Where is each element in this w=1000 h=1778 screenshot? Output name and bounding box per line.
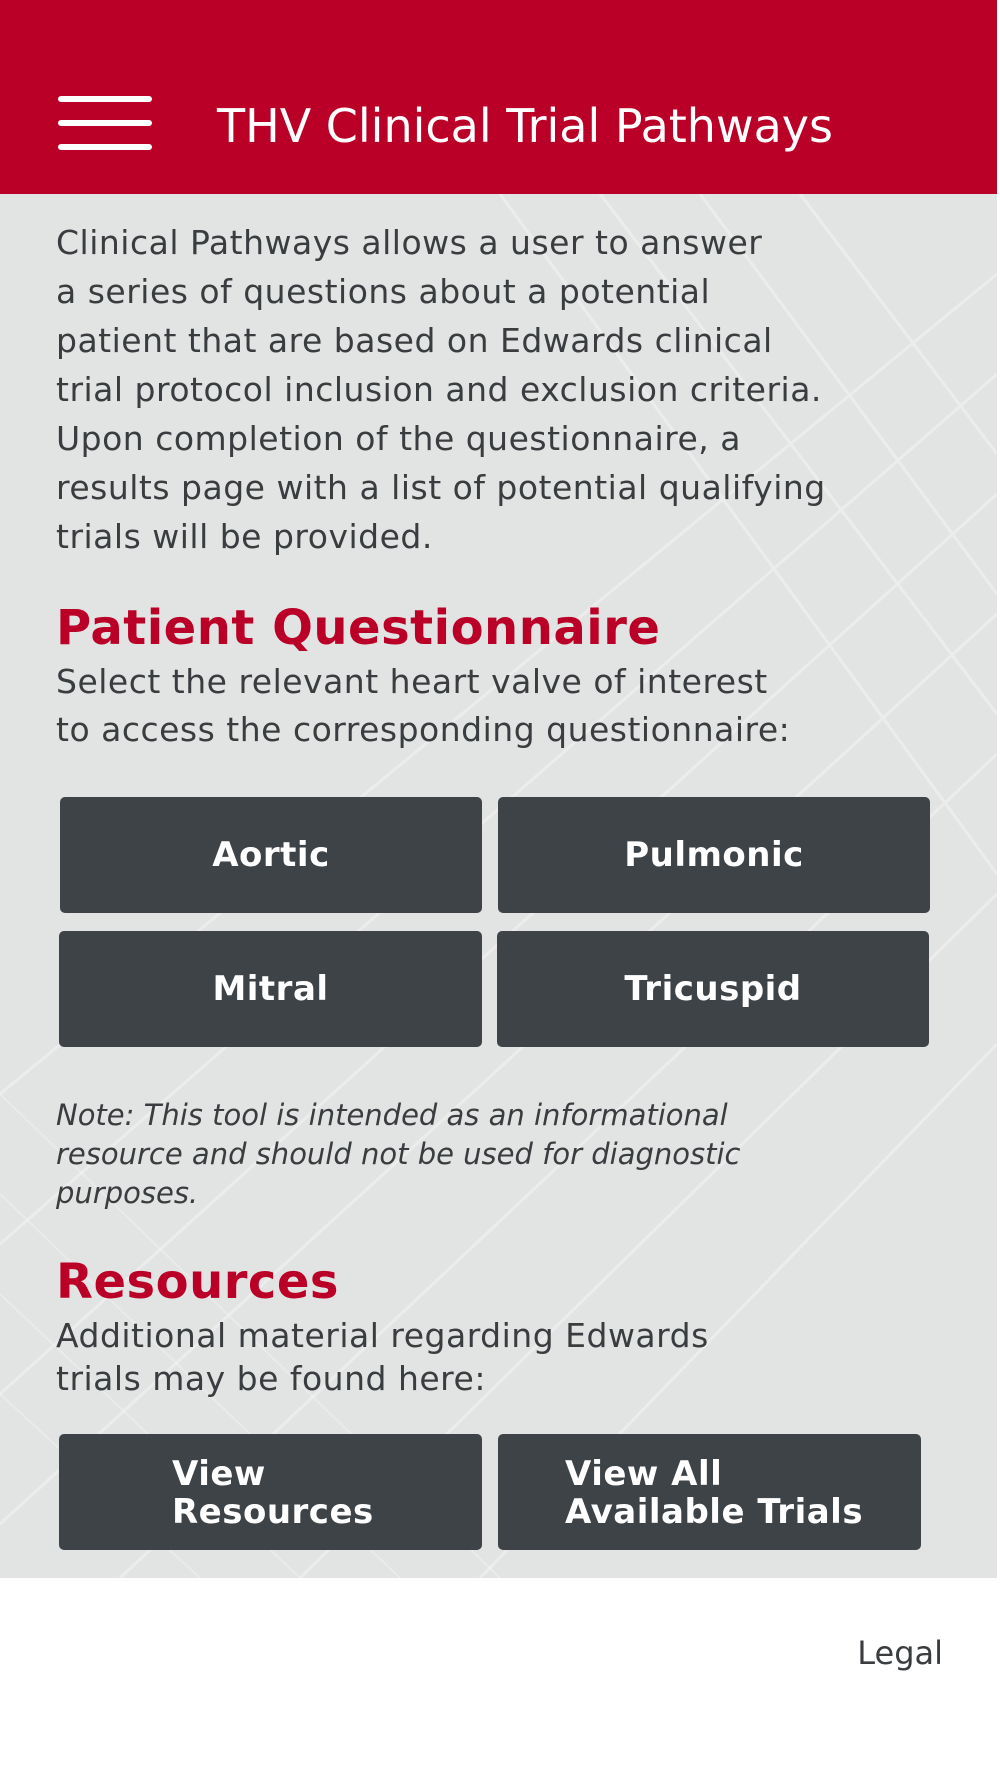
mitral-button[interactable]: Mitral [59,931,482,1047]
resources-title: Resources [56,1254,339,1310]
app-header [0,0,997,194]
intro-line: Clinical Pathways allows a user to answer [56,223,763,262]
subtitle-line: to access the corresponding questionnaire: [56,710,791,749]
button-label [565,1455,863,1531]
subtitle-line: Select the relevant heart valve of interest [56,662,768,701]
pulmonic-button[interactable]: Pulmonic [498,797,930,913]
aortic-button[interactable]: Aortic [60,797,482,913]
note-line: Note: This tool is intended as an informational [56,1098,728,1132]
intro-line: trials will be provided. [56,517,433,556]
disclaimer-note [56,1096,936,1213]
menu-bar [58,96,152,102]
legal-link[interactable]: Legal [857,1634,943,1672]
intro-line: results page with a list of potential qualifying [56,468,826,507]
button-label-line: Resources [172,1492,374,1532]
resources-subtitle [56,1314,956,1400]
intro-line: a series of questions about a potential [56,272,711,311]
intro-line: patient that are based on Edwards clinical [56,321,773,360]
menu-bar [58,144,152,150]
menu-bar [58,120,152,126]
intro-text [56,218,956,561]
questionnaire-subtitle [56,658,956,754]
view-resources-button[interactable] [59,1434,482,1550]
main-content [0,194,997,1578]
note-line: purposes. [56,1176,199,1210]
button-label-line: View All [565,1454,723,1494]
questionnaire-title: Patient Questionnaire [56,600,661,656]
button-label-line: View [172,1454,266,1494]
hamburger-menu-icon[interactable] [58,96,152,152]
intro-line: Upon completion of the questionnaire, a [56,419,741,458]
app-title: THV Clinical Trial Pathways [217,99,833,153]
button-label [172,1455,374,1531]
intro-line: trial protocol inclusion and exclusion criteria. [56,370,822,409]
subtitle-line: Additional material regarding Edwards [56,1316,709,1355]
subtitle-line: trials may be found here: [56,1359,486,1398]
button-label-line: Available Trials [565,1492,864,1532]
tricuspid-button[interactable]: Tricuspid [497,931,929,1047]
view-all-trials-button[interactable] [498,1434,921,1550]
note-line: resource and should not be used for diagnostic [56,1137,741,1171]
